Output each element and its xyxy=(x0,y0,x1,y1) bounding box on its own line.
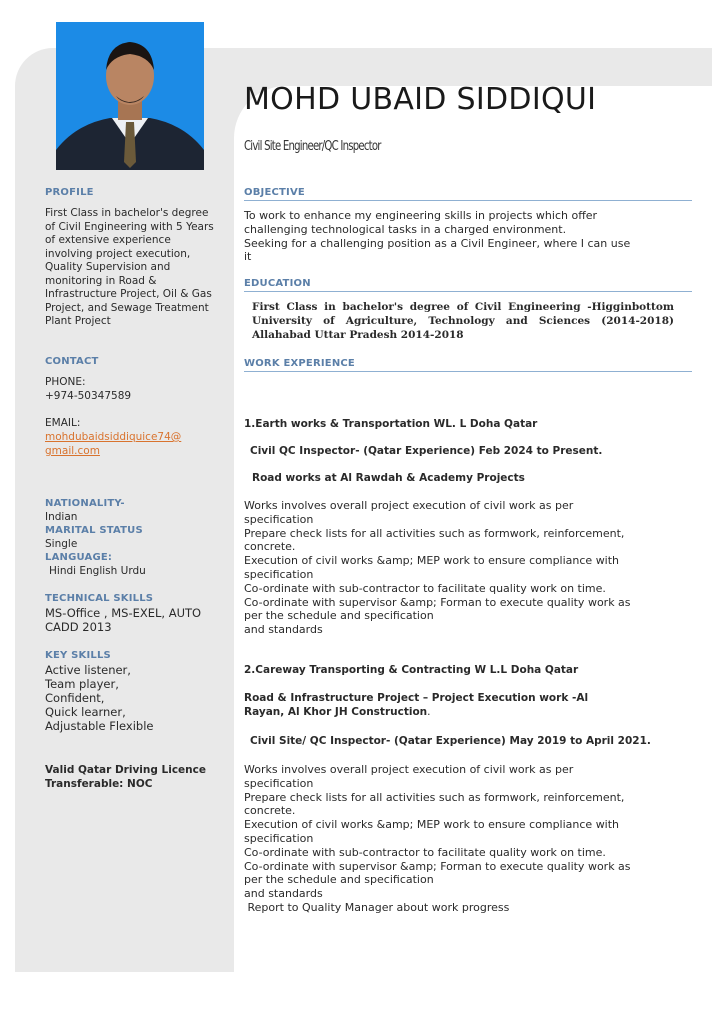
profile-heading: PROFILE xyxy=(45,187,94,198)
job2-project-line xyxy=(244,706,694,720)
duty-line: concrete. xyxy=(244,804,296,818)
job1-role: Civil QC Inspector- (Qatar Experience) Feb 2024 to Present. xyxy=(250,445,603,457)
duty-line: Co-ordinate with supervisor &amp; Forman to execute quality work as xyxy=(244,859,631,873)
duty-line: Works involves overall project execution of civil work as per xyxy=(244,499,574,512)
job2-project-line: Road & Infrastructure Project – Project Execution work -Al xyxy=(244,692,589,704)
duty-line: per the schedule and specification xyxy=(244,609,434,623)
driving-licence-line: Valid Qatar Driving Licence xyxy=(45,764,206,776)
language-heading: LANGUAGE: xyxy=(45,552,113,563)
job1-company: 1.Earth works & Transportation WL. L Doha Qatar xyxy=(244,418,538,430)
marital-status-heading: MARITAL STATUS xyxy=(45,525,143,536)
email-link-line1[interactable]: mohdubaidsiddiquice74@ xyxy=(45,431,182,443)
objective-heading: OBJECTIVE xyxy=(244,187,692,201)
marital-status-value: Single xyxy=(45,538,78,550)
key-skill-item: Adjustable Flexible xyxy=(45,719,154,733)
email-link-line2[interactable]: gmail.com xyxy=(45,445,100,457)
phone-label: PHONE: xyxy=(45,376,86,388)
contact-heading: CONTACT xyxy=(45,356,99,367)
duty-line: Works involves overall project execution of civil work as per xyxy=(244,763,574,776)
nationality-value: Indian xyxy=(45,511,78,523)
objective-line: Seeking for a challenging position as a Civil Engineer, where I can use xyxy=(244,236,631,250)
objective-line: To work to enhance my engineering skills in projects which offer xyxy=(244,209,598,222)
duty-line: and standards xyxy=(244,887,323,901)
education-text: First Class in bachelor's degree of Civil Engineering -Higginbottom University of Agriculture, Technology and Sciences (2014-2018) Allahabad Uttar Pradesh 2014-2018 xyxy=(252,301,674,341)
work-experience-heading: WORK EXPERIENCE xyxy=(244,358,692,372)
duty-line: and standards xyxy=(244,623,323,637)
duty-line: Co-ordinate with sub-contractor to facilitate quality work on time. xyxy=(244,845,606,859)
job2-duties xyxy=(244,763,694,915)
transferable-noc-line: Transferable: NOC xyxy=(45,777,153,790)
duty-line: Report to Quality Manager about work progress xyxy=(244,900,510,914)
duty-line: per the schedule and specification xyxy=(244,873,434,887)
duty-line: Prepare check lists for all activities such as formwork, reinforcement, xyxy=(244,790,625,804)
job1-duties xyxy=(244,499,694,637)
duty-line: specification xyxy=(244,512,314,526)
job2-project-line2-tail: . xyxy=(427,705,431,718)
job2-project xyxy=(244,692,694,720)
nationality-heading: NATIONALITY- xyxy=(45,498,125,509)
job2-company: 2.Careway Transporting & Contracting W L.L Doha Qatar xyxy=(244,664,579,676)
job2-project-line2: Rayan, Al Khor JH Construction xyxy=(244,705,428,718)
job2-role: Civil Site/ QC Inspector- (Qatar Experience) May 2019 to April 2021. xyxy=(250,735,651,747)
key-skill-item: Team player, xyxy=(45,677,119,691)
driving-licence xyxy=(45,764,206,791)
duty-line: Co-ordinate with supervisor &amp; Forman to execute quality work as xyxy=(244,595,631,609)
key-skill-item: Confident, xyxy=(45,691,105,705)
objective-line: it xyxy=(244,250,252,264)
key-skill-item: Quick learner, xyxy=(45,705,126,719)
duty-line: specification xyxy=(244,776,314,790)
objective-line: challenging technological tasks in a charged environment. xyxy=(244,222,567,236)
profile-photo xyxy=(56,22,204,170)
job1-project: Road works at Al Rawdah & Academy Projects xyxy=(252,472,525,484)
key-skills-list xyxy=(45,663,153,733)
phone-value: +974-50347589 xyxy=(45,390,132,402)
duty-line: specification xyxy=(244,831,314,845)
duty-line: Prepare check lists for all activities such as formwork, reinforcement, xyxy=(244,526,625,540)
objective-text xyxy=(244,209,694,264)
technical-skills-text: MS-Office , MS-EXEL, AUTO CADD 2013 xyxy=(45,606,202,634)
duty-line: concrete. xyxy=(244,540,296,554)
candidate-name: MOHD UBAID SIDDIQUI xyxy=(244,82,597,117)
duty-line: Execution of civil works &amp; MEP work to ensure compliance with xyxy=(244,554,620,568)
key-skill-item: Active listener, xyxy=(45,663,131,677)
technical-skills-heading: TECHNICAL SKILLS xyxy=(45,593,154,604)
profile-text: First Class in bachelor's degree of Civil Engineering with 5 Years of extensive experience involving project execution, Quality Supervision and monitoring in Road & Infrastructure Project, Oil & Gas Project, and Sewage Treatment Plant Project xyxy=(45,207,214,327)
languages-value: Hindi English Urdu xyxy=(49,565,146,577)
duty-line: specification xyxy=(244,567,314,581)
email-label: EMAIL: xyxy=(45,417,81,429)
duty-line: Co-ordinate with sub-contractor to facilitate quality work on time. xyxy=(244,581,606,595)
key-skills-heading: KEY SKILLS xyxy=(45,650,111,661)
job-title: Civil Site Engineer/QC Inspector xyxy=(244,139,381,154)
duty-line: Execution of civil works &amp; MEP work to ensure compliance with xyxy=(244,818,620,832)
education-heading: EDUCATION xyxy=(244,278,692,292)
